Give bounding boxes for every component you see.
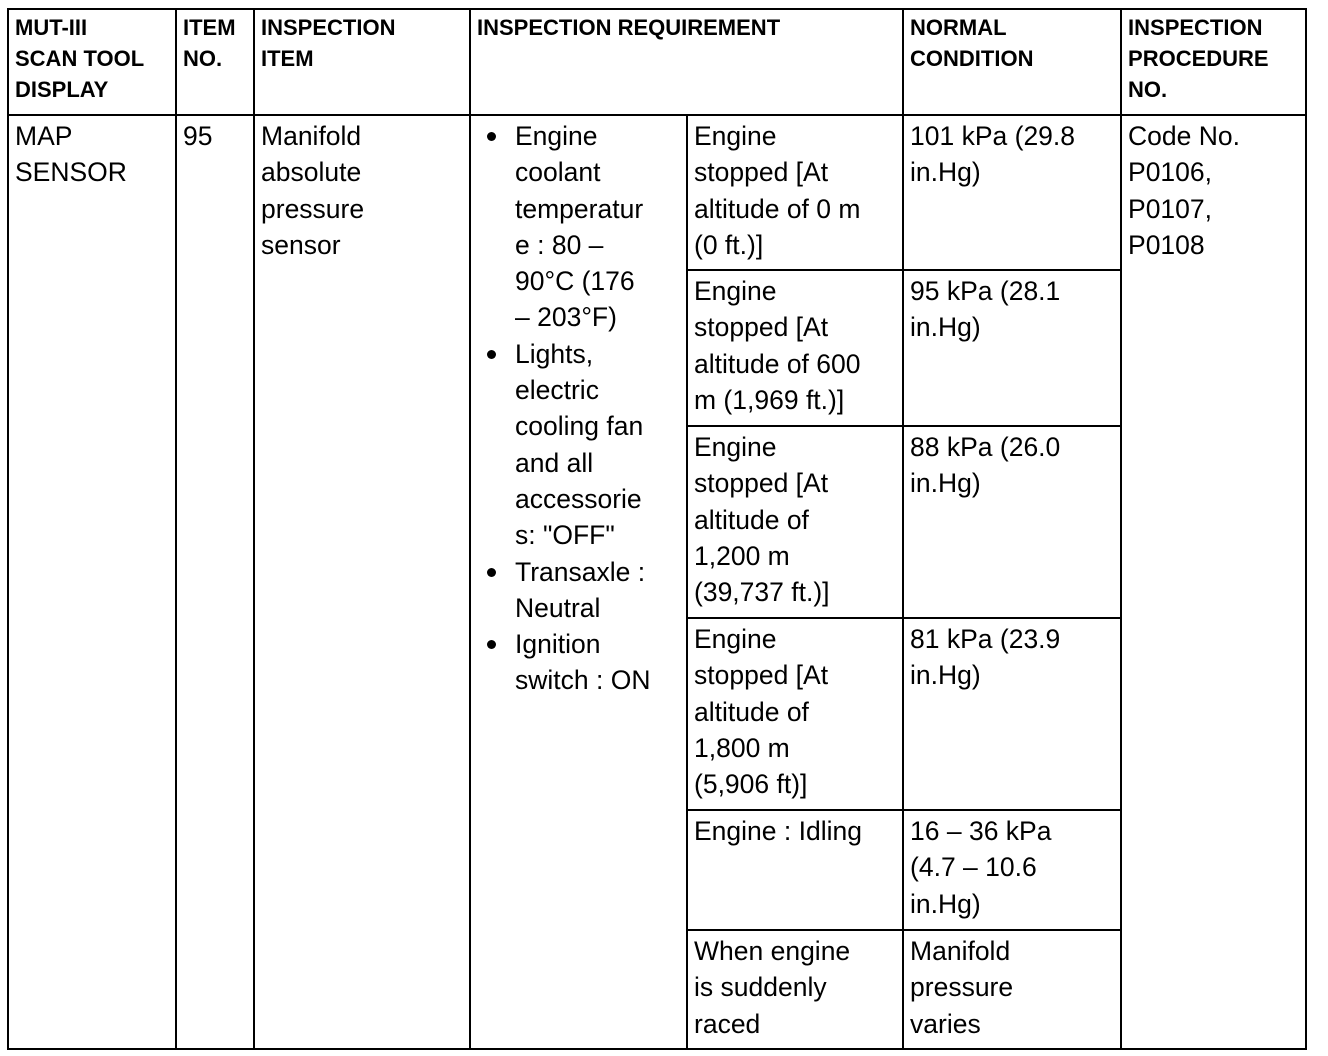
list-item bbox=[515, 118, 680, 336]
inspection-item-cell: Manifold absolute pressure sensor bbox=[254, 115, 470, 1049]
item-no-cell: 95 bbox=[176, 115, 254, 1049]
normal-condition-cell: 88 kPa (26.0 in.Hg) bbox=[903, 426, 1121, 618]
header-row bbox=[8, 9, 1306, 115]
precondition-text: Transaxle : Neutral bbox=[515, 556, 646, 623]
condition-requirement-cell: Engine stopped [At altitude of 0 m (0 ft.)] bbox=[687, 115, 903, 270]
preconditions-list bbox=[477, 118, 680, 699]
header-scan-tool-display: MUT-III SCAN TOOL DISPLAY bbox=[8, 9, 176, 115]
bullet-icon bbox=[487, 350, 496, 359]
normal-condition-cell: 16 – 36 kPa (4.7 – 10.6 in.Hg) bbox=[903, 810, 1121, 930]
list-item bbox=[515, 336, 680, 554]
header-normal-condition: NORMAL CONDITION bbox=[903, 9, 1121, 115]
bullet-icon bbox=[487, 568, 496, 577]
inspection-table bbox=[7, 8, 1307, 1050]
bullet-icon bbox=[487, 132, 496, 141]
condition-requirement-cell: When engine is suddenly raced bbox=[687, 930, 903, 1049]
precondition-text: Lights, electric cooling fan and all accessorie s: "OFF" bbox=[515, 338, 644, 551]
condition-requirement-cell: Engine stopped [At altitude of 1,200 m (39,737 ft.)] bbox=[687, 426, 903, 618]
scan-tool-display-cell: MAP SENSOR bbox=[8, 115, 176, 1049]
procedure-no-cell: Code No. P0106, P0107, P0108 bbox=[1121, 115, 1306, 1049]
list-item bbox=[515, 626, 680, 699]
precondition-text: Engine coolant temperatur e : 80 – 90°C (176 – 203°F) bbox=[515, 121, 644, 333]
normal-condition-cell: Manifold pressure varies bbox=[903, 930, 1121, 1049]
condition-requirement-cell: Engine stopped [At altitude of 600 m (1,969 ft.)] bbox=[687, 270, 903, 426]
condition-requirement-cell: Engine stopped [At altitude of 1,800 m (5,906 ft)] bbox=[687, 618, 903, 810]
header-inspection-item: INSPECTION ITEM bbox=[254, 9, 470, 115]
bullet-icon bbox=[487, 640, 496, 649]
preconditions-cell bbox=[470, 115, 687, 1049]
normal-condition-cell: 95 kPa (28.1 in.Hg) bbox=[903, 270, 1121, 426]
list-item bbox=[515, 554, 680, 627]
normal-condition-cell: 101 kPa (29.8 in.Hg) bbox=[903, 115, 1121, 270]
condition-requirement-cell: Engine : Idling bbox=[687, 810, 903, 930]
table-row bbox=[8, 115, 1306, 270]
precondition-text: Ignition switch : ON bbox=[515, 629, 651, 696]
header-item-no: ITEM NO. bbox=[176, 9, 254, 115]
header-procedure-no: INSPECTION PROCEDURE NO. bbox=[1121, 9, 1306, 115]
header-inspection-requirement: INSPECTION REQUIREMENT bbox=[470, 9, 903, 115]
normal-condition-cell: 81 kPa (23.9 in.Hg) bbox=[903, 618, 1121, 810]
